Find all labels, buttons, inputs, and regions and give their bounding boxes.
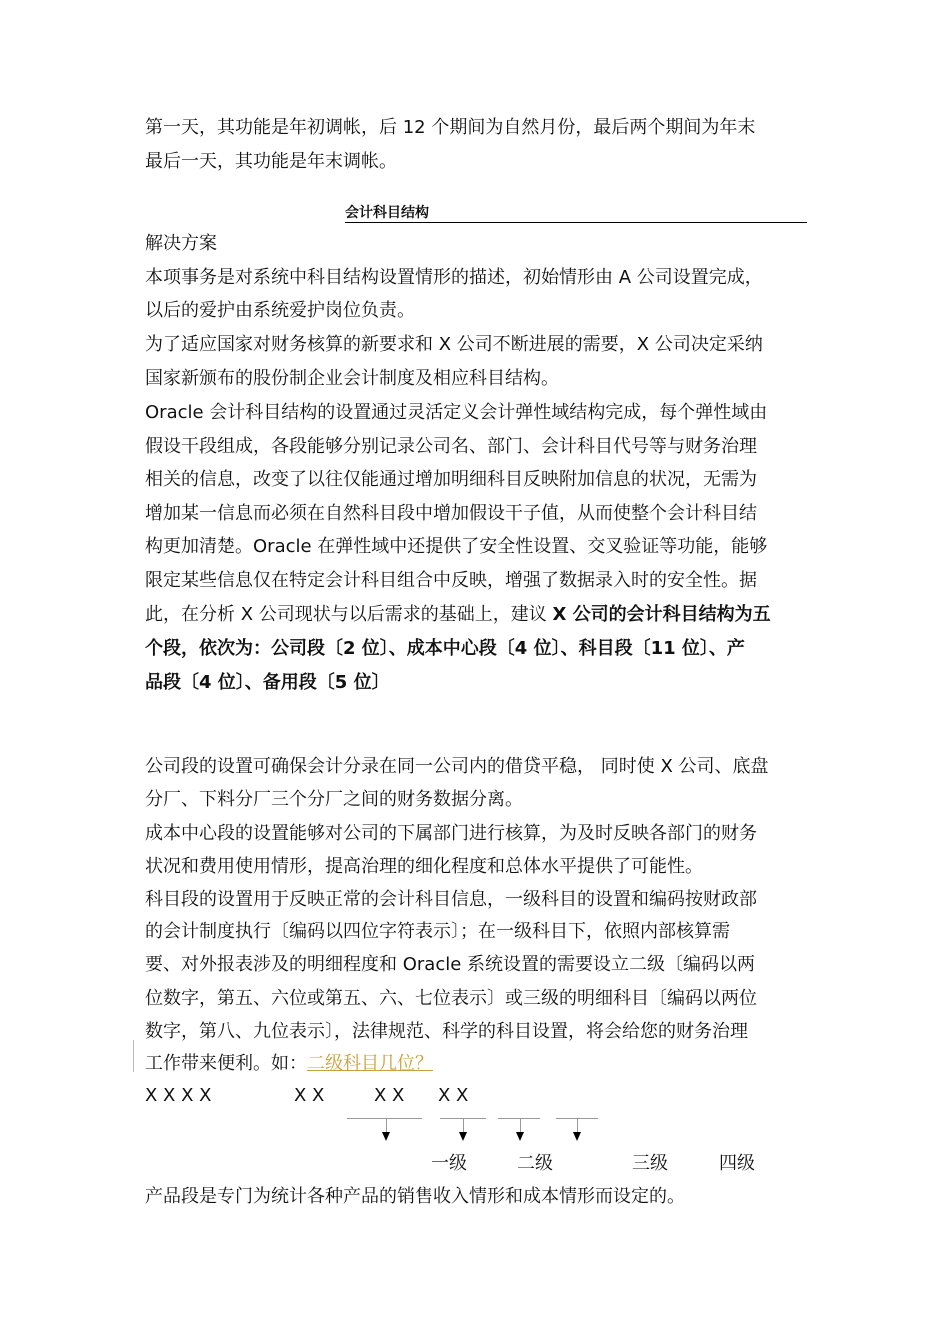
intro-line-2: 最后一天，其功能是年末调帐。 — [145, 151, 397, 172]
p3-line-1: Oracle 会计科目结构的设置通过灵活定义会计弹性域结构完成，每个弹性域由 — [145, 402, 768, 423]
section-heading: 会计科目结构 — [345, 205, 429, 221]
p6-line-2: 的会计制度执行〔编码以四位字符表示〕；在一级科目下，依照内部核算需 — [145, 921, 730, 942]
p6-line-5: 数字，第八、九位表示〕，法律规范、科学的科目设置，将会给您的财务治理 — [145, 1021, 748, 1042]
p3-line-3: 相关的信息，改变了以往仅能通过增加明细科目反映附加信息的状况，无需为 — [145, 469, 757, 490]
arrow-down-icon — [573, 1132, 581, 1141]
p3-line-7-regular: 此，在分析 X 公司现状与以后需求的基础上，建议 — [145, 604, 553, 625]
p3-line-2: 假设干段组成，各段能够分别记录公司名、部门、会计科目代号等与财务治理 — [145, 436, 757, 457]
p3-line-8: 个段，依次为：公司段〔2 位〕、成本中心段〔4 位〕、科目段〔11 位〕、产 — [145, 638, 745, 659]
p6-line-4: 位数字，第五、六位或第五、六、七位表示〕或三级的明细科目〔编码以两位 — [145, 988, 757, 1009]
p5-line-2: 状况和费用使用情形，提高治理的细化程度和总体水平提供了可能性。 — [145, 856, 703, 877]
p4-line-1: 公司段的设置可确保会计分录在同一公司内的借贷平稳， 同时使 X 公司、底盘 — [145, 756, 769, 777]
arrow-down-icon — [516, 1132, 524, 1141]
arrow-down-icon — [459, 1132, 467, 1141]
level-label-1: 一级 — [431, 1153, 467, 1174]
p3-line-7 — [145, 603, 771, 627]
comment-link-level-two-digits[interactable]: 二级科目几位？ — [307, 1053, 433, 1074]
level-label-4: 四级 — [719, 1153, 755, 1174]
intro-line-1: 第一天，其功能是年初调帐，后 12 个期间为自然月份，最后两个期间为年末 — [145, 117, 756, 138]
level-label-2: 二级 — [517, 1153, 553, 1174]
code-group-2: X X — [294, 1085, 325, 1106]
p6-line-3: 要、对外报表涉及的明细程度和 Oracle 系统设置的需要设立二级〔编码以两 — [145, 954, 756, 975]
section-label: 解决方案 — [145, 233, 217, 254]
connector-1 — [386, 1119, 387, 1132]
p7-line-1: 产品段是专门为统计各种产品的销售收入情形和成本情形而设定的。 — [145, 1186, 685, 1207]
section-heading-underline — [345, 202, 807, 223]
p3-line-4: 增加某一信息而必须在自然科目段中增加假设干子值，从而使整个会计科目结 — [145, 503, 757, 524]
p3-line-5: 构更加清楚。Oracle 在弹性域中还提供了安全性设置、交叉验证等功能，能够 — [145, 536, 768, 557]
bracket-line-1 — [347, 1118, 422, 1119]
p2-line-1: 为了适应国家对财务核算的新要求和 X 公司不断进展的需要，X 公司决定采纳 — [145, 334, 763, 355]
p1-line-1: 本项事务是对系统中科目结构设置情形的描述，初始情形由 A 公司设置完成， — [145, 267, 763, 288]
code-group-1: X X X X — [145, 1085, 212, 1106]
connector-4 — [577, 1119, 578, 1132]
p4-line-2: 分厂、下料分厂三个分厂之间的财务数据分离。 — [145, 789, 523, 810]
margin-change-bar — [133, 1040, 134, 1072]
code-group-3: X X — [374, 1085, 405, 1106]
p3-line-9: 品段〔4 位〕、备用段〔5 位〕 — [145, 672, 390, 693]
p3-line-7-bold: X 公司的会计科目结构为五 — [552, 604, 771, 625]
p6-line-6 — [145, 1052, 433, 1076]
connector-2 — [463, 1119, 464, 1132]
code-group-4: X X — [438, 1085, 469, 1106]
p5-line-1: 成本中心段的设置能够对公司的下属部门进行核算，为及时反映各部门的财务 — [145, 823, 757, 844]
p6-line-1: 科目段的设置用于反映正常的会计科目信息，一级科目的设置和编码按财政部 — [145, 889, 757, 910]
connector-3 — [520, 1119, 521, 1132]
arrow-down-icon — [382, 1132, 390, 1141]
p2-line-2: 国家新颁布的股份制企业会计制度及相应科目结构。 — [145, 368, 559, 389]
p1-line-2: 以后的爱护由系统爱护岗位负责。 — [145, 300, 415, 321]
p3-line-6: 限定某些信息仅在特定会计科目组合中反映，增强了数据录入时的安全性。据 — [145, 570, 757, 591]
bracket-line-3 — [498, 1118, 540, 1119]
p6-line-6-text: 工作带来便利。如： — [145, 1053, 307, 1074]
level-label-3: 三级 — [632, 1153, 668, 1174]
